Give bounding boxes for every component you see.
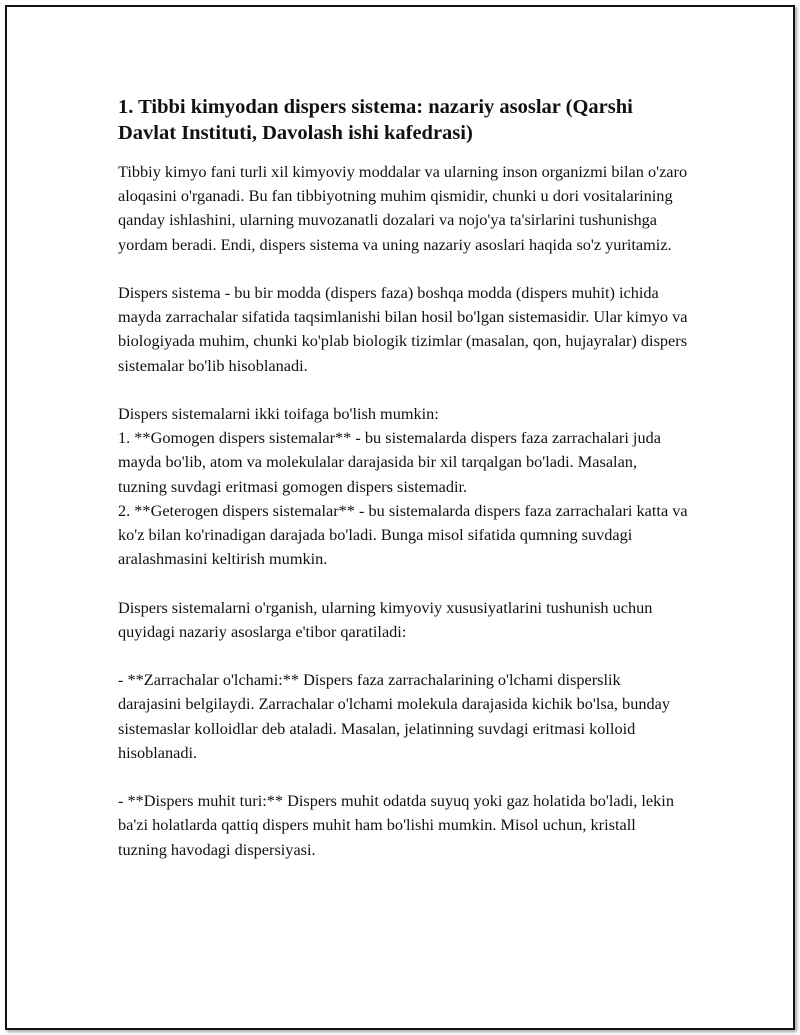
paragraph-gap bbox=[118, 765, 688, 789]
paragraph-intro: Tibbiy kimyo fani turli xil kimyoviy moddalar va ularning inson organizmi bilan o'zaro aloqasini o'rganadi. Bu fan tibbiyotning muhim qismidir, chunki u dori vositalarining qanday ishlashini, ularning muvozanatli dozalari va nojo'ya ta'sirlarini tushunishga yordam beradi. Endi, dispers sistema va uning nazariy asoslari haqida so'z yuritamiz. bbox=[118, 162, 688, 254]
paragraph-gap bbox=[118, 644, 688, 668]
document-body bbox=[118, 94, 688, 862]
paragraph-theory-intro: Dispers sistemalarni o'rganish, ularning kimyoviy xususiyatlarini tushunish uchun quyidagi nazariy asoslarga e'tibor qaratiladi: bbox=[118, 597, 653, 641]
paragraph-gap bbox=[118, 378, 688, 402]
paragraph-medium-type: - **Dispers muhit turi:** Dispers muhit odatda suyuq yoki gaz holatida bo'ladi, lekin ba'zi holatlarda qattiq dispers muhit ham bo'lishi mumkin. Misol uchun, kristall tuzning havodagi dispersiyasi. bbox=[118, 791, 674, 859]
paragraph-definition: Dispers sistema - bu bir modda (dispers faza) boshqa modda (dispers muhit) ichida mayda zarrachalar sifatida taqsimlanishi bilan hosil bo'lgan sistemasidir. Ular kimyo va biologiyada muhim, chunki ko'plab biologik tizimlar (masalan, qon, hujayralar) dispers sistemalar bo'lib hisoblanadi. bbox=[118, 283, 688, 375]
paragraph-particle-size: - **Zarrachalar o'lchami:** Dispers faza zarrachalarining o'lchami disperslik darajasini belgilaydi. Zarrachalar o'lchami molekula darajasida kichik bo'lsa, bunday sistemaslar kolloidlar deb ataladi. Masalan, jelatinning suvdagi eritmasi kolloid hisoblanadi. bbox=[118, 670, 670, 762]
paragraph-gap bbox=[118, 571, 688, 595]
paragraph-classification: Dispers sistemalarni ikki toifaga bo'lish mumkin: 1. **Gomogen dispers sistemalar** - bu sistemalarda dispers faza zarrachalari juda mayda bo'lib, atom va molekulalar darajasida bir xil tarqalgan bo'ladi. Masalan, tuzning suvdagi eritmasi gomogen dispers sistemadir. 2. **Geterogen dispers sistemalar** - bu sistemalarda dispers faza zarrachalari katta va ko'z bilan ko'rinadigan darajada bo'ladi. Bunga misol sifatida qumning suvdagi aralashmasini keltirish mumkin. bbox=[118, 404, 688, 569]
paragraph-gap bbox=[118, 257, 688, 281]
document-title: 1. Tibbi kimyodan dispers sistema: nazariy asoslar (Qarshi Davlat Instituti, Davolash ishi kafedrasi) bbox=[118, 96, 633, 144]
